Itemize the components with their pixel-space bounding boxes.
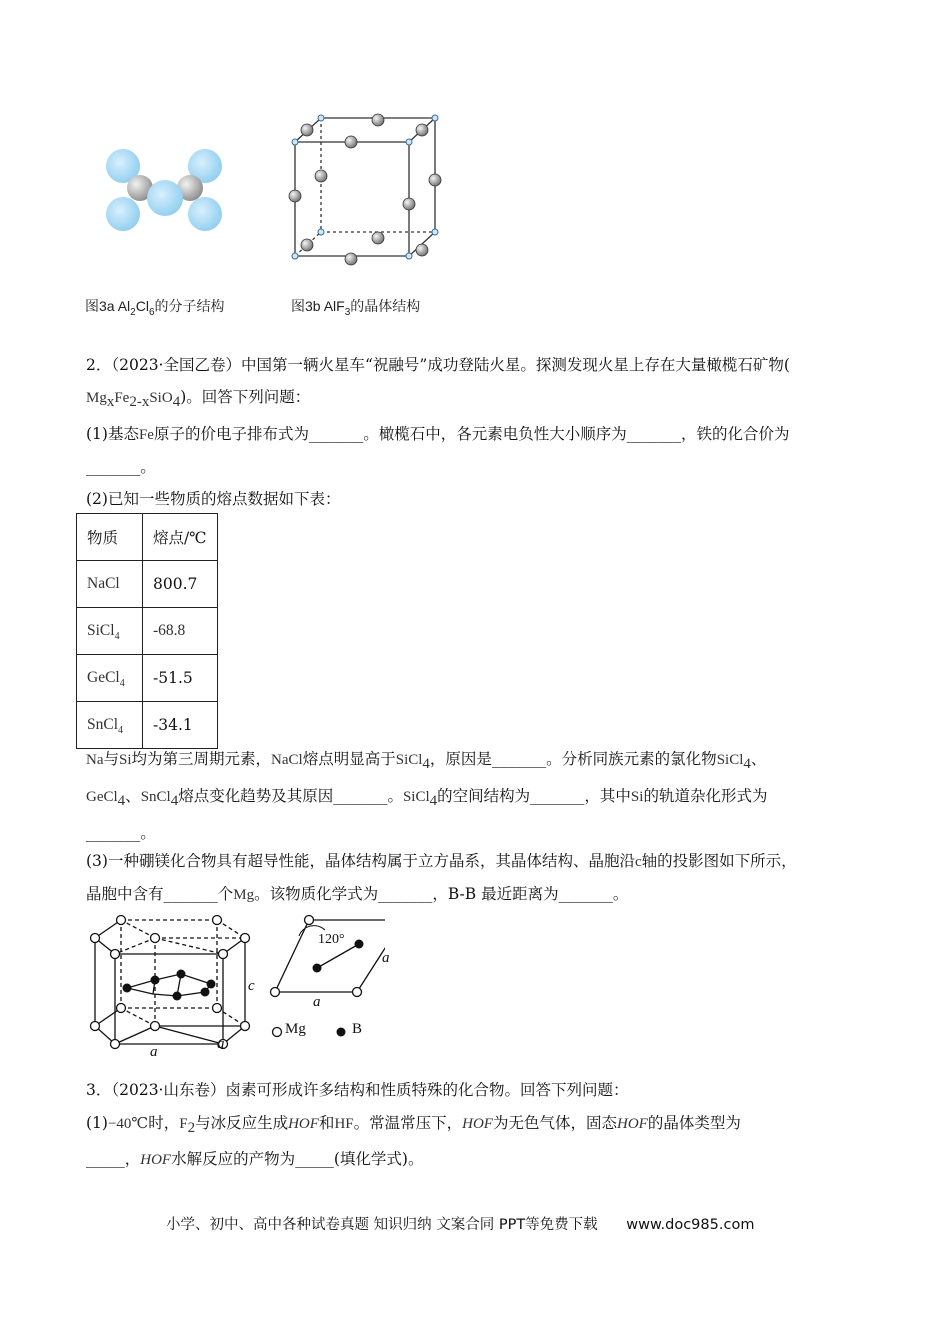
table-cell-mp: -34.1 — [143, 702, 218, 749]
table-row — [77, 608, 218, 655]
angle-label: 120° — [318, 932, 345, 947]
fig3b-caption: 图3b AlF$_3$的晶体结构 — [291, 298, 421, 318]
q3-part1: (1)−40℃时，F2与冰反应生成HOF和HF。常温常压下，HOF为无色气体，固态HOF的晶体类型为 — [86, 1114, 741, 1136]
q2-part1-cont: _______。 — [86, 458, 156, 476]
q2-part3: (3)一种硼镁化合物具有超导性能，晶体结构属于立方晶系，其晶体结构、晶胞沿c轴的投影图如下所示， — [86, 852, 797, 870]
table-cell-substance: SnCl$_4$ — [77, 702, 143, 749]
table-cell-mp: -51.5 — [143, 655, 218, 702]
label-c: c — [248, 978, 255, 994]
q2-part2-question-c: _______。 — [86, 824, 156, 842]
page-footer: 小学、初中、高中各种试卷真题 知识归纳 文案合同 PPT等免费下载 www.doc985.com — [166, 1217, 755, 1233]
table-row — [77, 702, 218, 749]
table-cell-substance: SiCl$_4$ — [77, 608, 143, 655]
q2-part3-line2: 晶胞中含有_______个Mg。该物质化学式为_______，B-B 最近距离为_______。 — [86, 885, 629, 903]
table-header-substance: 物质 — [77, 514, 143, 561]
label-a: a — [150, 1044, 158, 1060]
table-cell-substance: NaCl — [77, 561, 143, 608]
label-a: a — [313, 994, 321, 1010]
legend-mg: Mg — [285, 1021, 306, 1037]
footer-url[interactable]: www.doc985.com — [626, 1217, 755, 1233]
table-header-mp: 熔点/℃ — [143, 514, 218, 561]
table-row — [77, 561, 218, 608]
label-a: a — [217, 1036, 225, 1052]
table-cell-substance: GeCl$_4$ — [77, 655, 143, 702]
alf3-crystal-figure — [285, 110, 445, 275]
q3-part1-line2: _____，HOF水解反应的产物为_____(填化学式)。 — [86, 1150, 424, 1168]
q2-part1: (1)基态Fe原子的价电子排布式为_______。橄榄石中，各元素电负性大小顺序为_______，铁的化合价为 — [86, 425, 790, 443]
legend-b: B — [352, 1021, 363, 1037]
melting-point-table — [76, 513, 218, 749]
fig3a-caption: 图3a $Al_2Cl_6$的分子结构 — [85, 298, 225, 318]
q2-part2-question-b: GeCl4、SnCl4熔点变化趋势及其原因_______。SiCl4的空间结构为_______，其中Si的轨道杂化形式为 — [86, 787, 768, 809]
table-header-row — [77, 514, 218, 561]
q2-intro: 2．（2023·全国乙卷）中国第一辆火星车“祝融号”成功登陆火星。探测发现火星上存在大量橄榄石矿物( — [86, 356, 790, 374]
al2cl6-molecule-figure — [95, 140, 235, 240]
q2-part2: (2)已知一些物质的熔点数据如下表： — [86, 490, 341, 508]
label-a: a — [382, 950, 390, 966]
q3-intro: 3．（2023·山东卷）卤素可形成许多结构和性质特殊的化合物。回答下列问题： — [86, 1081, 629, 1099]
q2-intro-formula: MgxFe2-xSiO4)。回答下列问题： — [86, 388, 311, 410]
table-cell-mp: -68.8 — [143, 608, 218, 655]
q2-part2-question-a: Na与Si均为第三周期元素，NaCl熔点明显高于SiCl4，原因是_______。分析同族元素的氯化物SiCl4、 — [86, 750, 767, 772]
table-cell-mp: 800.7 — [143, 561, 218, 608]
table-row — [77, 655, 218, 702]
